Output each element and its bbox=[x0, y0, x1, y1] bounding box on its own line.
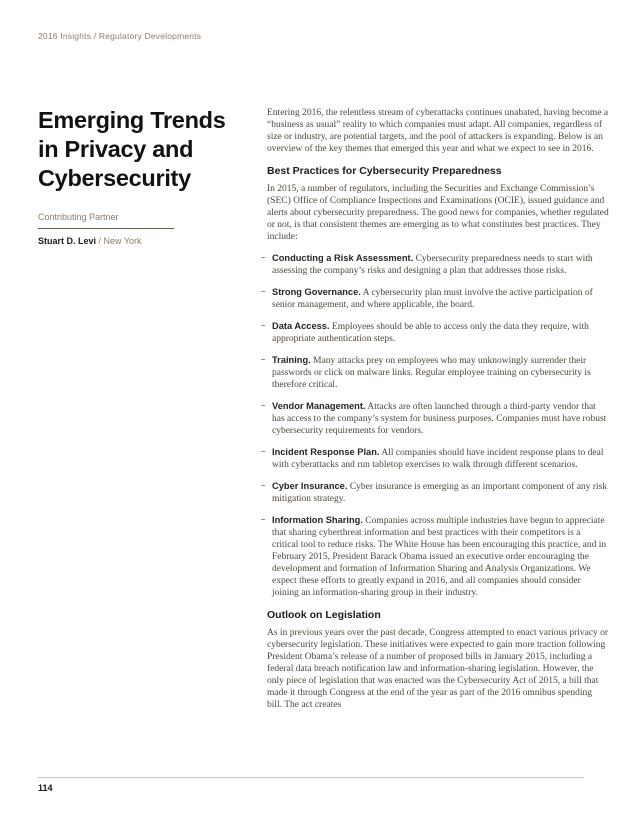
article-body-column bbox=[267, 107, 609, 711]
bullet-head: Vendor Management. bbox=[272, 401, 366, 411]
section-heading-best-practices: Best Practices for Cybersecurity Preparedness bbox=[267, 165, 502, 177]
intro-paragraph: Entering 2016, the relentless stream of cyberattacks continues unabated, having become a “business as usual” reality to which companies must adapt. All companies, regardless of size or industry, are potential targets, and the pool of attackers is expanding. Below is an overview of the key themes that emerged this year and what we expect to see in 2016. bbox=[267, 108, 609, 154]
bullet-dash-icon bbox=[261, 325, 265, 327]
contributor-divider bbox=[38, 228, 174, 229]
footer-divider bbox=[38, 777, 584, 778]
bullet-body: Attacks are often launched through a third-party vendor that has access to the company’s system for business purposes. Companies must have robust cybersecurity requirements for vendors. bbox=[272, 402, 607, 436]
bullet-head: Data Access. bbox=[272, 321, 330, 331]
article-title-column bbox=[38, 106, 254, 247]
contributor-role-label: Contributing Partner bbox=[38, 212, 119, 222]
list-item-incident-response bbox=[267, 446, 609, 471]
bullet-body: Companies across multiple industries have begun to appreciate that sharing cyberthreat information and best practices with their competitors is a critical tool to reduce risks. The White House has been encouraging this practice, and in February 2015, President Barack Obama issued an executive order encouraging the development and formation of Information Sharing and Analysis Organizations. We expect these efforts to greatly expand in 2016, and all companies should consider joining an information-sharing group in their industry. bbox=[272, 516, 607, 598]
contributor-name: Stuart D. Levi bbox=[38, 236, 97, 246]
best-practices-list bbox=[267, 252, 609, 599]
list-item-governance bbox=[267, 286, 609, 311]
contributor-byline bbox=[38, 236, 254, 247]
bullet-dash-icon bbox=[261, 519, 265, 521]
bullet-body: A cybersecurity plan must involve the active participation of senior management, and where applicable, the board. bbox=[272, 288, 593, 310]
bullet-head: Cyber Insurance. bbox=[272, 481, 348, 491]
bullet-dash-icon bbox=[261, 257, 265, 259]
page-number: 114 bbox=[38, 783, 53, 793]
bullet-body: Employees should be able to access only the data they require, with appropriate authentication steps. bbox=[272, 322, 589, 344]
bullet-body: Cyber insurance is emerging as an important component of any risk mitigation strategy. bbox=[272, 482, 608, 504]
page-title bbox=[38, 106, 254, 193]
list-item-cyber-insurance bbox=[267, 480, 609, 505]
list-item-training bbox=[267, 354, 609, 391]
bullet-body: Cybersecurity preparedness needs to start with assessing the company’s risks and designing a plan that addresses those risks. bbox=[272, 254, 593, 276]
contributor-location: / New York bbox=[98, 236, 142, 246]
bullet-head: Information Sharing. bbox=[272, 515, 363, 525]
outlook-paragraph: As in previous years over the past decade, Congress attempted to enact various privacy or cybersecurity legislation. These initiatives were expected to gain more traction following President Obama’s release of a number of proposed bills in January 2015, including a federal data breach notification law and information-sharing legislation. However, the only piece of legislation that was enacted was the Cybersecurity Act of 2015, a bill that made it through Congress at the end of the year as part of the 2016 omnibus spending bill. The act creates bbox=[267, 628, 609, 710]
section-heading-outlook: Outlook on Legislation bbox=[267, 609, 381, 621]
bullet-dash-icon bbox=[261, 405, 265, 407]
best-practices-lead-paragraph: In 2015, a number of regulators, including the Securities and Exchange Commission’s (SEC) Office of Compliance Inspections and Examinations (OCIE), issued guidance and alerts about cybersecurity preparedness. The good news for companies, whether regulated or not, is that consistent themes are emerging as to what constitutes best practices. They include: bbox=[267, 184, 609, 242]
bullet-head: Conducting a Risk Assessment. bbox=[272, 253, 414, 263]
page-title-line-2: in Privacy and bbox=[38, 136, 194, 162]
bullet-body: Many attacks prey on employees who may unknowingly surrender their passwords or click on malware links. Regular employee training on cybersecurity is therefore critical. bbox=[272, 356, 591, 390]
list-item-vendor-management bbox=[267, 400, 609, 437]
bullet-head: Strong Governance. bbox=[272, 287, 361, 297]
page-title-line-1: Emerging Trends bbox=[38, 107, 226, 133]
list-item-risk-assessment bbox=[267, 252, 609, 277]
bullet-dash-icon bbox=[261, 359, 265, 361]
bullet-dash-icon bbox=[261, 291, 265, 293]
list-item-data-access bbox=[267, 320, 609, 345]
bullet-body: All companies should have incident response plans to deal with cyberattacks and run tabletop exercises to walk through different scenarios. bbox=[272, 448, 604, 470]
bullet-dash-icon bbox=[261, 485, 265, 487]
bullet-head: Incident Response Plan. bbox=[272, 447, 380, 457]
list-item-information-sharing bbox=[267, 514, 609, 599]
bullet-head: Training. bbox=[272, 355, 311, 365]
bullet-dash-icon bbox=[261, 451, 265, 453]
page-title-line-3: Cybersecurity bbox=[38, 165, 191, 191]
breadcrumb: 2016 Insights / Regulatory Developments bbox=[38, 31, 202, 41]
